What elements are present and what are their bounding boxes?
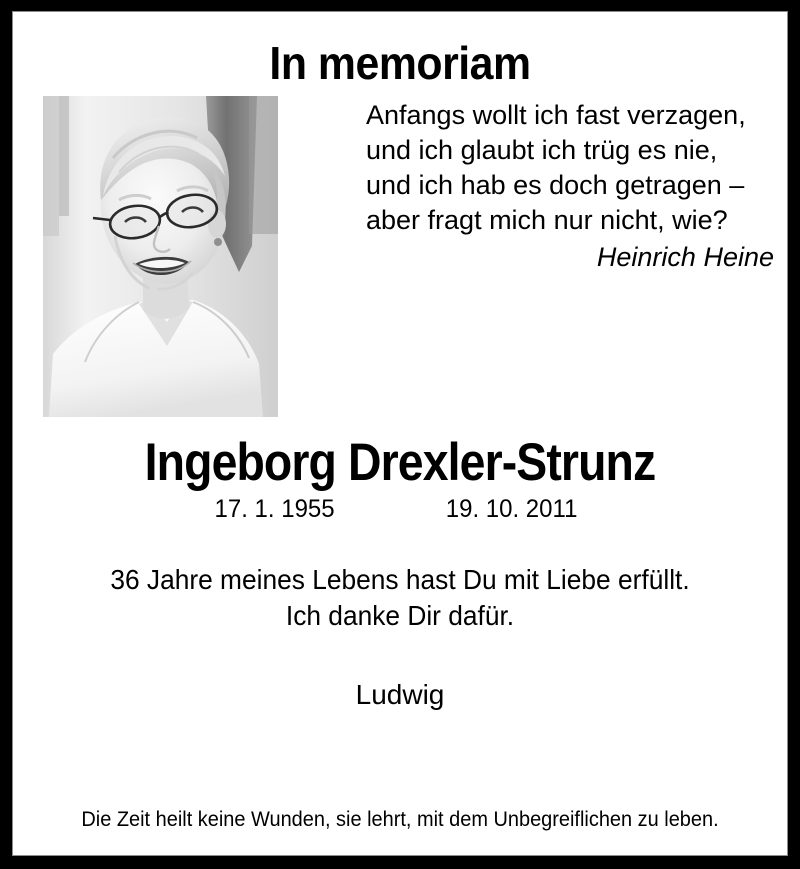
poem-line: Anfangs wollt ich fast verzagen, bbox=[366, 100, 746, 130]
portrait-photo bbox=[43, 96, 278, 417]
memoriam-title: In memoriam bbox=[269, 37, 531, 89]
poem-line: und ich hab es doch getragen – bbox=[366, 170, 745, 200]
life-dates bbox=[13, 494, 787, 532]
portrait-and-poem-block bbox=[13, 96, 787, 434]
dedication-line: 36 Jahre meines Lebens hast Du mit Liebe erfüllt. bbox=[110, 564, 690, 595]
mourner-signature: Ludwig bbox=[355, 679, 445, 710]
poem-line: und ich glaubt ich trüg es nie, bbox=[366, 135, 718, 165]
closing-epigraph: Die Zeit heilt keine Wunden, sie lehrt, mit dem Unbegreiflichen zu leben. bbox=[81, 808, 719, 831]
poem-author: Heinrich Heine bbox=[596, 242, 774, 272]
poem-line: aber fragt mich nur nicht, wie? bbox=[366, 205, 728, 235]
deceased-name: Ingeborg Drexler-Strunz bbox=[144, 433, 656, 492]
memorial-poem bbox=[366, 98, 774, 275]
dedication-message bbox=[13, 562, 787, 634]
death-date: 19. 10. 2011 bbox=[445, 495, 578, 523]
dedication-line: Ich danke Dir dafür. bbox=[285, 600, 515, 631]
notice-inner-area bbox=[12, 11, 788, 856]
birth-date: 17. 1. 1955 bbox=[214, 495, 335, 523]
